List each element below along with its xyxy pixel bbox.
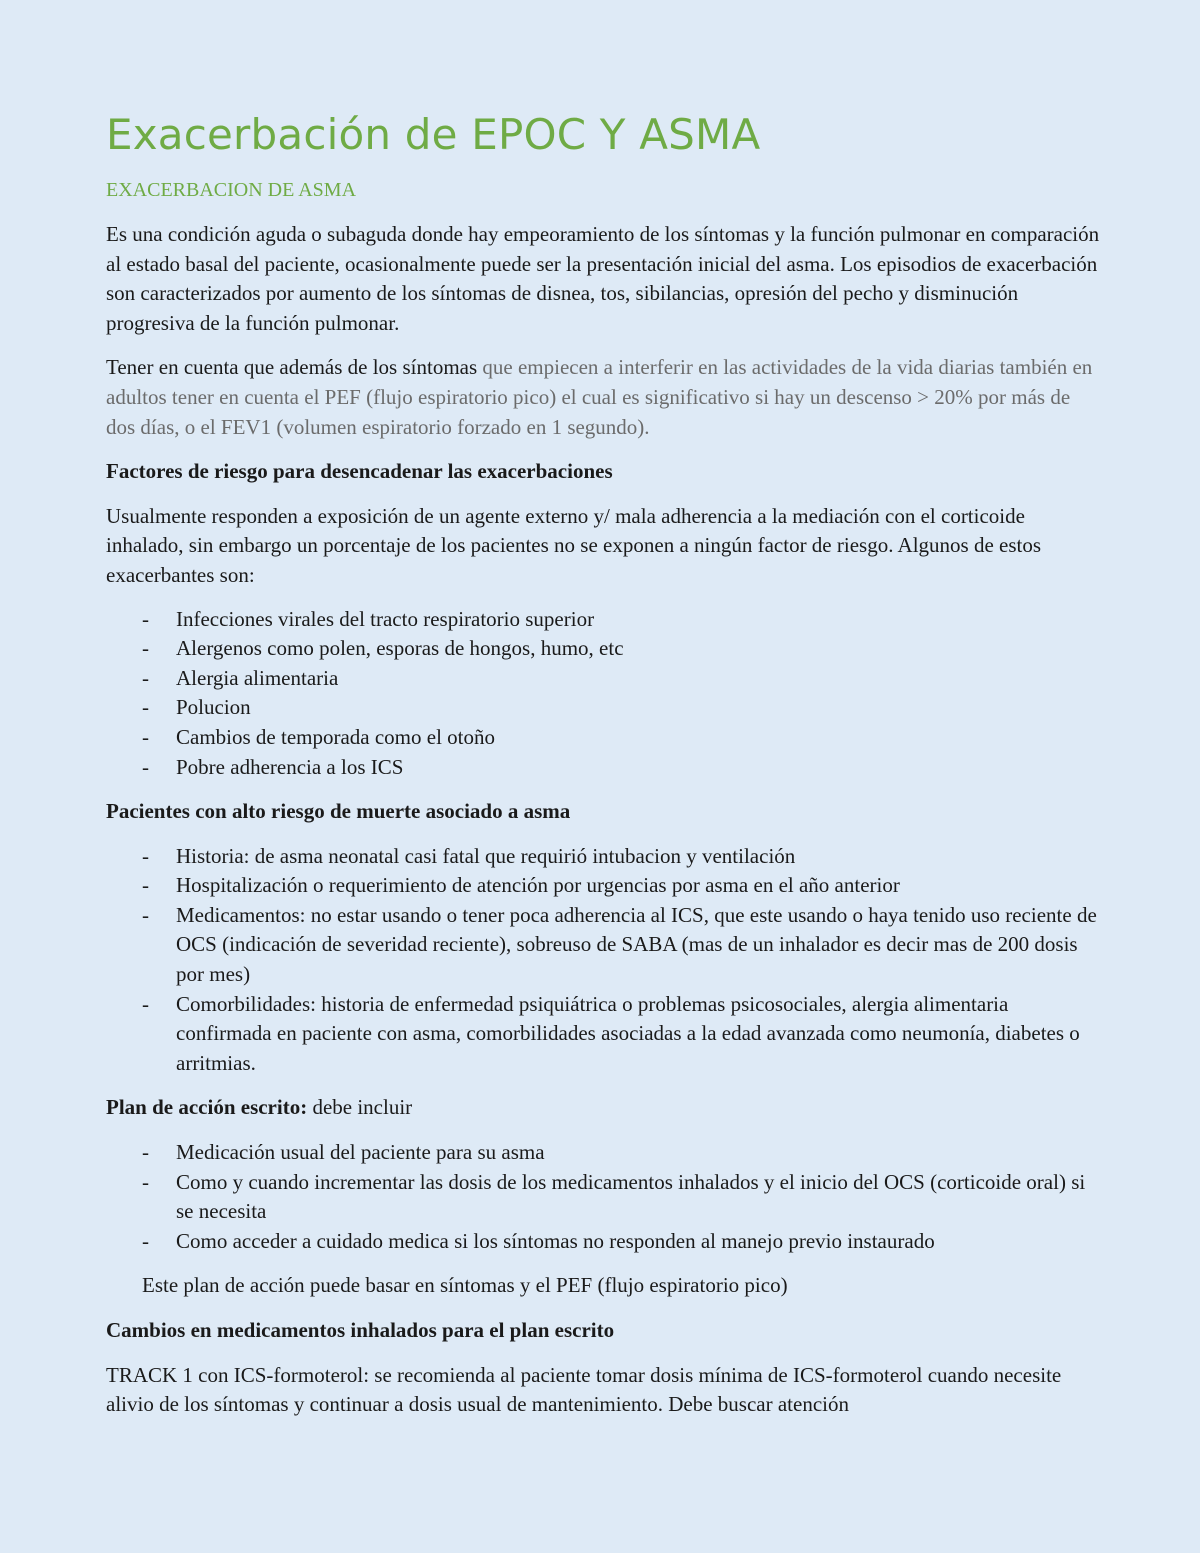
list-item: - Historia: de asma neonatal casi fatal que requirió intubacion y ventilación (106, 842, 1104, 872)
dash-bullet: - (142, 695, 149, 720)
list-item: - Como y cuando incrementar las dosis de los medicamentos inhalados y el inicio del OCS (corticoide oral) si se necesita (142, 1169, 1086, 1224)
list-item: - Como acceder a cuidado medica si los síntomas no responden al manejo previo instaurado (106, 1227, 1104, 1257)
note-text: Tener en cuenta que además de los síntomas (106, 355, 483, 380)
note-paragraph (106, 353, 1104, 442)
list-item: - Pobre adherencia a los ICS (106, 753, 1104, 783)
list-item: - Comorbilidades: historia de enfermedad psiquiátrica o problemas psicosociales, alergia alimentaria confirmada en paciente con asma, comorbilidades asociadas a la edad avanzada como neumonía, diabetes o arritmias. (142, 991, 1080, 1075)
list-item: - Alergia alimentaria (106, 664, 1104, 694)
note-muted-text: que empiecen a interferir en las actividades de la vida diarias también en adultos tener en cuenta el PEF (flujo espiratorio pico) el cual es significativo si hay un descenso > 20% por más de dos días, o el FEV1 (volumen espiratorio forzado en 1 segundo). (106, 355, 1093, 439)
dash-bullet: - (142, 843, 149, 868)
dash-bullet: - (142, 902, 149, 927)
action-plan-label: Plan de acción escrito: (106, 1095, 308, 1120)
list-item: - Alergenos como polen, esporas de hongos, humo, etc (106, 634, 1104, 664)
dash-bullet: - (142, 665, 149, 690)
dash-bullet: - (142, 754, 149, 779)
high-risk-heading: Pacientes con alto riesgo de muerte asociado a asma (106, 799, 571, 824)
action-plan-suffix: debe incluir (307, 1095, 413, 1120)
list-item: - Medicación usual del paciente para su asma (106, 1138, 1104, 1168)
dash-bullet: - (142, 1140, 149, 1165)
list-item: - Infecciones virales del tracto respiratorio superior (106, 605, 1104, 635)
action-plan-heading (106, 1093, 1104, 1123)
dash-bullet: - (142, 873, 149, 898)
dash-bullet: - (142, 636, 149, 661)
list-item: - Polucion (106, 693, 1104, 723)
dash-bullet: - (142, 991, 149, 1016)
dash-bullet: - (142, 1169, 149, 1194)
risk-factors-heading: Factores de riesgo para desencadenar las exacerbaciones (106, 459, 613, 484)
dash-bullet: - (142, 1228, 149, 1253)
list-item: - Hospitalización o requerimiento de atención por urgencias por asma en el año anterior (106, 871, 1104, 901)
intro-paragraph: Es una condición aguda o subaguda donde hay empeoramiento de los síntomas y la función pulmonar en comparación al estado basal del paciente, ocasionalmente puede ser la presentación inicial del asma. Los episodios de exacerbación son caracterizados por aumento de los síntomas de disnea, tos, sibilancias, opresión del pecho y disminución progresiva de la función pulmonar. (106, 222, 1100, 335)
list-item: - Cambios de temporada como el otoño (106, 723, 1104, 753)
risk-factors-list (106, 605, 1104, 783)
section-subtitle: EXACERBACION DE ASMA (106, 179, 357, 201)
list-item: - Medicamentos: no estar usando o tener poca adherencia al ICS, que este usando o haya tenido uso reciente de OCS (indicación de severidad reciente), sobreuso de SABA (mas de un inhalador es decir mas de 200 dosis por mes) (142, 902, 1097, 987)
dash-bullet: - (142, 606, 149, 631)
dash-bullet: - (142, 724, 149, 749)
track1-paragraph: TRACK 1 con ICS-formoterol: se recomienda al paciente tomar dosis mínima de ICS-formoterol cuando necesite alivio de los síntomas y continuar a dosis usual de mantenimiento. Debe buscar atención (106, 1362, 1062, 1417)
risk-factors-intro: Usualmente responden a exposición de un agente externo y/ mala adherencia a la mediación con el corticoide inhalado, sin embargo un porcentaje de los pacientes no se exponen a ningún factor de riesgo. Algunos de estos exacerbantes son: (106, 503, 1042, 587)
action-plan-note: Este plan de acción puede basar en síntomas y el PEF (flujo espiratorio pico) (142, 1273, 788, 1298)
action-plan-list (106, 1138, 1104, 1256)
document-title: Exacerbación de EPOC Y ASMA (106, 110, 761, 159)
inhaled-changes-heading: Cambios en medicamentos inhalados para el plan escrito (106, 1318, 615, 1342)
high-risk-list (106, 842, 1104, 1079)
